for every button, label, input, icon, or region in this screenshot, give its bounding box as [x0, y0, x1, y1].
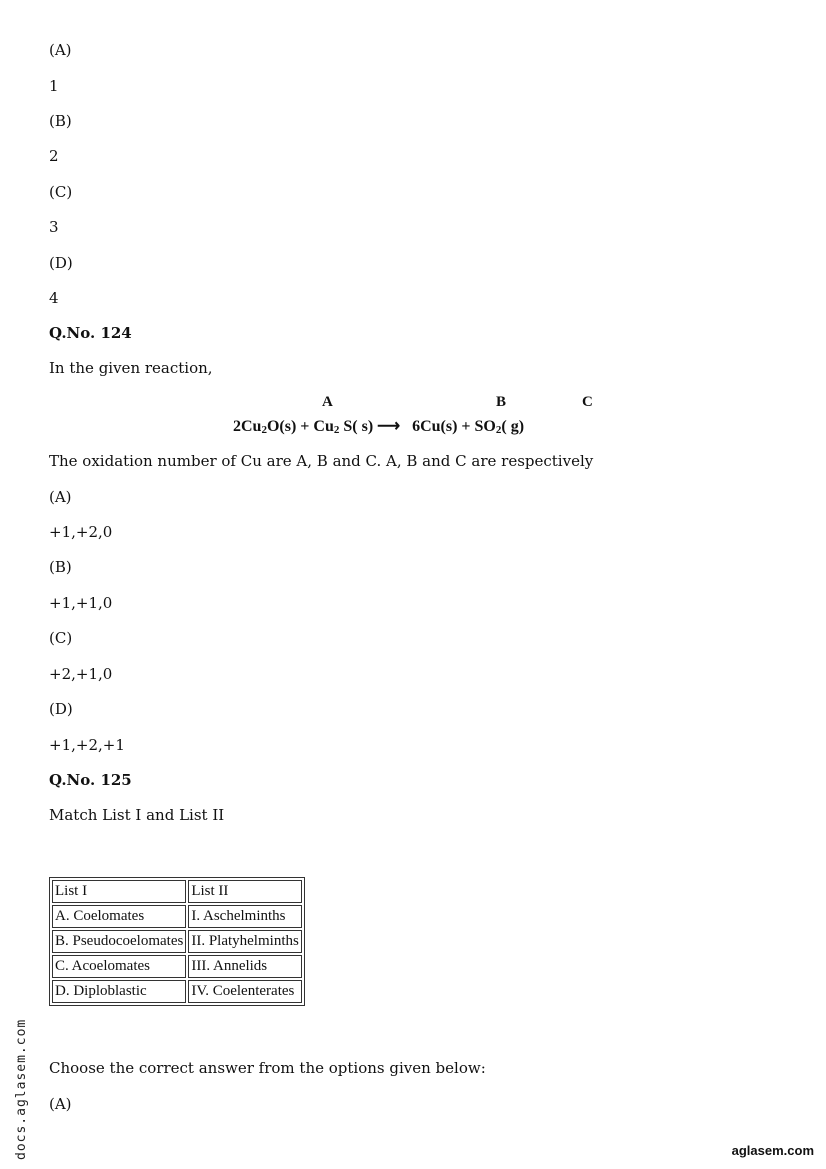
equation-subscript: 2	[495, 424, 502, 436]
equation-part: O(s) + Cu	[266, 418, 334, 435]
table-cell: IV. Coelenterates	[188, 980, 302, 1003]
question-intro: Match List I and List II	[49, 806, 225, 824]
question-text: The oxidation number of Cu are A, B and C. A, B and C are respectively	[49, 452, 594, 470]
table-cell: List II	[188, 880, 302, 903]
option-label-d: (D)	[49, 254, 73, 272]
table-cell: I. Aschelminths	[188, 905, 302, 928]
table-cell: A. Coelomates	[52, 905, 186, 928]
option-value-d: 4	[49, 289, 59, 307]
equation-part: 2Cu	[233, 418, 262, 435]
option-label-d: (D)	[49, 700, 73, 718]
option-label-b: (B)	[49, 112, 72, 130]
match-table	[49, 877, 305, 1006]
option-value-a: 1	[49, 77, 59, 95]
table-row	[52, 930, 302, 953]
choose-instruction: Choose the correct answer from the options given below:	[49, 1059, 486, 1077]
table-row	[52, 905, 302, 928]
table-cell: B. Pseudocoelomates	[52, 930, 186, 953]
option-label-a: (A)	[49, 488, 72, 506]
equation-subscript: 2	[333, 424, 340, 436]
option-value-c: +2,+1,0	[49, 665, 113, 683]
option-label-a: (A)	[49, 1095, 72, 1113]
option-value-d: +1,+2,+1	[49, 736, 125, 754]
table-row	[52, 955, 302, 978]
table-cell: C. Acoelomates	[52, 955, 186, 978]
option-value-a: +1,+2,0	[49, 523, 113, 541]
equation-label-a: A	[322, 394, 333, 410]
chemical-equation	[233, 416, 524, 436]
option-label-c: (C)	[49, 629, 73, 647]
table-cell: D. Diploblastic	[52, 980, 186, 1003]
option-label-c: (C)	[49, 183, 73, 201]
option-value-c: 3	[49, 218, 59, 236]
option-label-a: (A)	[49, 41, 72, 59]
question-number: Q.No. 124	[49, 324, 132, 342]
option-value-b: 2	[49, 147, 59, 165]
table-row	[52, 880, 302, 903]
question-number: Q.No. 125	[49, 771, 132, 789]
table-cell: III. Annelids	[188, 955, 302, 978]
equation-part: S( s) ⟶ 6Cu(s) + SO	[339, 418, 496, 435]
table-cell: II. Platyhelminths	[188, 930, 302, 953]
equation-label-c: C	[582, 394, 593, 410]
side-watermark: docs.aglasem.com	[14, 1018, 29, 1160]
option-label-b: (B)	[49, 558, 72, 576]
equation-subscript: 2	[261, 424, 267, 436]
footer-brand[interactable]: aglasem.com	[731, 1143, 814, 1158]
table-row	[52, 980, 302, 1003]
question-intro: In the given reaction,	[49, 359, 213, 377]
equation-part: ( g)	[501, 418, 525, 435]
option-value-b: +1,+1,0	[49, 594, 113, 612]
table-cell: List I	[52, 880, 186, 903]
equation-label-b: B	[496, 394, 507, 410]
